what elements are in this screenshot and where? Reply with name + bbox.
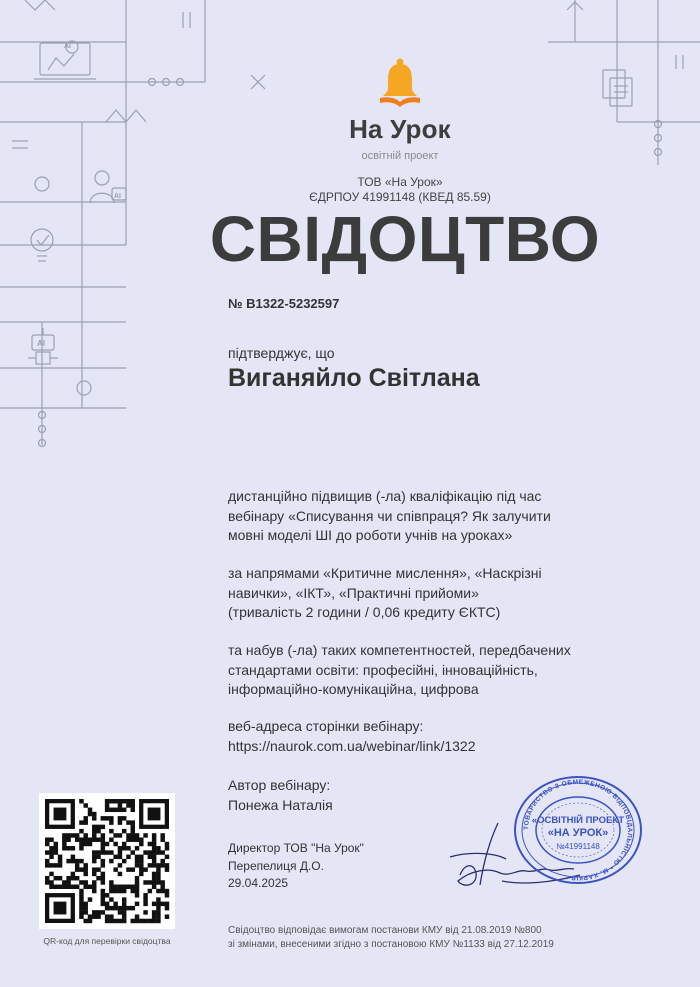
official-seal	[508, 775, 648, 885]
director-title: Директор ТОВ "На Урок"	[228, 841, 364, 855]
paragraph-line: та набув (-ла) таких компетентностей, передбачених	[228, 642, 571, 658]
svg-text:«ОСВІТНІЙ ПРОЕКТ: «ОСВІТНІЙ ПРОЕКТ	[531, 815, 625, 826]
paragraph-line: навички», «ІКТ», «Практичні прийоми»	[228, 584, 479, 601]
directions-paragraph	[228, 564, 628, 623]
qr-code	[39, 793, 175, 929]
webpage-label: веб-адреса сторінки вебінару:	[228, 718, 424, 734]
author-label: Автор вебінару:	[228, 777, 331, 793]
paragraph-line: вебінару «Списування чи співпраця? Як залучити	[228, 507, 551, 524]
paragraph-line: дистанційно підвищив (-ла) кваліфікацію під час	[228, 488, 542, 504]
organization-name: ТОВ «На Урок»	[357, 175, 443, 189]
svg-text:AI: AI	[114, 193, 121, 200]
author-name: Понежа Наталія	[228, 796, 333, 813]
webpage-url: https://naurok.com.ua/webinar/link/1322	[228, 737, 476, 754]
qr-code-image	[39, 793, 175, 929]
certificate-title: СВІДОЦТВО	[209, 203, 601, 275]
svg-text:AI: AI	[64, 43, 71, 50]
paragraph-line: (тривалість 2 години / 0,06 кредиту ЄКТС)	[228, 604, 501, 620]
qualification-paragraph	[228, 487, 628, 546]
paragraph-line: мовні моделі ШІ до роботи учнів на уроках»	[228, 527, 513, 543]
brand-subtitle: освітній проект	[361, 150, 439, 162]
svg-text:ТОВАРИСТВО З ОБМЕЖЕНОЮ ВІДПОВІ: ТОВАРИСТВО З ОБМЕЖЕНОЮ ВІДПОВІДАЛЬНІСТЮ * М. ХАРКІВ *	[522, 778, 634, 882]
bell-book-icon	[378, 58, 422, 110]
organization-info	[230, 175, 570, 205]
brand-name: На Урок	[349, 114, 451, 144]
svg-text:«НА УРОК»: «НА УРОК»	[547, 827, 609, 839]
competencies-paragraph	[228, 641, 628, 700]
svg-text:AI: AI	[37, 339, 45, 348]
issue-date: 29.04.2025	[228, 876, 289, 890]
qr-caption: QR-код для перевірки свідоцтва	[43, 936, 171, 946]
footer-line: Свідоцтво відповідає вимогам постанови КМУ від 21.08.2019 №800	[228, 925, 542, 936]
svg-text:№41991148: №41991148	[556, 842, 600, 851]
recipient-name: Виганяйло Світлана	[228, 364, 480, 392]
paragraph-line: інформаційно-комунікаційна, цифрова	[228, 681, 479, 697]
paragraph-line: стандартами освіти: професійні, інноваційність,	[228, 661, 538, 678]
organization-registry: ЄДРПОУ 41991148 (КВЕД 85.59)	[309, 190, 491, 204]
director-name: Перепелиця Д.О.	[228, 858, 324, 873]
certificate-number: № В1322-5232597	[228, 296, 340, 311]
webinar-page	[228, 717, 628, 756]
confirms-text: підтверджує, що	[228, 345, 335, 361]
logo	[330, 58, 470, 115]
footer-line: зі змінами, внесеними згідно з постановою КМУ №1133 від 27.12.2019	[228, 939, 554, 950]
paragraph-line: за напрямами «Критичне мислення», «Наскрізні	[228, 565, 542, 581]
legal-footer	[228, 924, 668, 952]
